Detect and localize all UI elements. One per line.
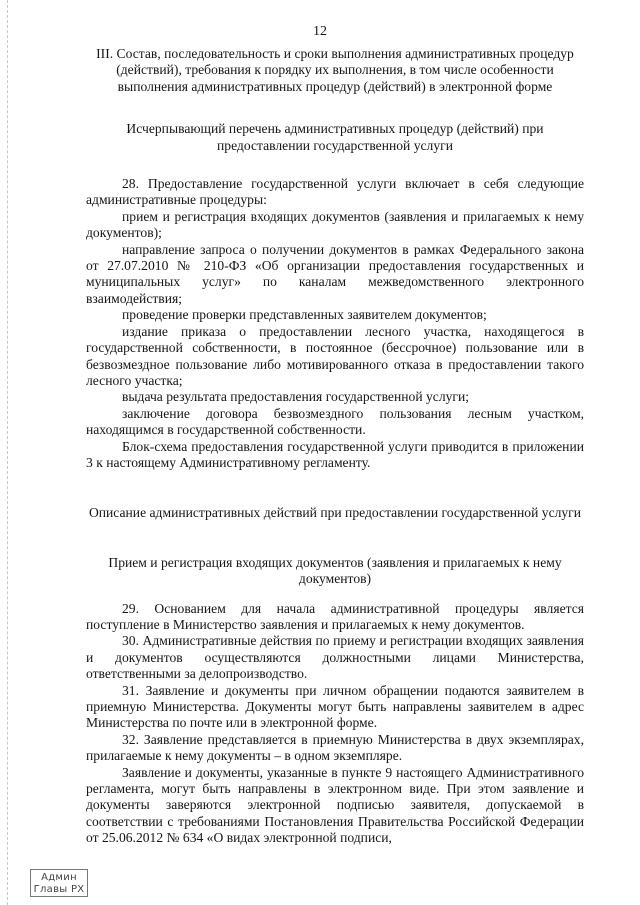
block-scheme-paragraph: Блок-схема предоставления государственной услуги приводится в приложении 3 к настоящему Административному регламенту. <box>86 438 584 470</box>
paragraph-31: 31. Заявление и документы при личном обращении подаются заявителем в приемную Министерства. Документы могут быть направлены заявителем в адрес Министерства по почте или в электронной форме. <box>86 682 584 731</box>
paragraph-30: 30. Административные действия по приему и регистрации входящих заявления и документов осуществляются должностными лицами Министерства, ответственными за делопроизводство. <box>86 633 584 682</box>
subheading-actions-description: Описание административных действий при предоставлении государственной услуги <box>88 505 582 521</box>
list-item: проведение проверки представленных заявителем документов; <box>122 307 487 323</box>
subheading-reception-registration: Прием и регистрация входящих документов (заявления и прилагаемых к нему документов) <box>108 554 562 587</box>
list-item: издание приказа о предоставлении лесного участка, находящегося в государственной собственности, в постоянное (бессрочное) пользование или в безвозмездное пользование либо мотивированного отказа в предоставлении такого лесного участка; <box>86 323 584 388</box>
paragraph-group-2 <box>86 601 584 847</box>
document-body <box>86 46 584 847</box>
paragraph-32: 32. Заявление представляется в приемную Министерства в двух экземплярах, прилагаемые к нему документы – в одном экземпляре. <box>86 731 584 764</box>
paragraph-group-1 <box>86 176 584 471</box>
section-title: III. Состав, последовательность и сроки выполнения административных процедур (действий), требования к порядку их выполнения, в том числе особенности выполнения административных процедур (действий) в электронной форме <box>96 46 574 94</box>
page-number: 12 <box>313 24 327 39</box>
paragraph-29: 29. Основанием для начала административной процедуры является поступление в Министерство заявления и прилагаемых к нему документов. <box>86 600 584 632</box>
list-item: прием и регистрация входящих документов (заявления и прилагаемых к нему документов); <box>86 208 584 241</box>
administration-stamp <box>30 869 88 897</box>
scan-edge-line <box>7 0 8 905</box>
subheading-procedures-list: Исчерпывающий перечень административных процедур (действий) при предоставлении государственной услуги <box>126 121 544 153</box>
stamp-line-1: Админ <box>41 872 77 883</box>
stamp-line-2: Главы РХ <box>33 884 85 895</box>
list-item: направление запроса о получении документов в рамках Федерального закона от 27.07.2010 № 210-ФЗ «Об организации предоставления государственных и муниципальных услуг» по каналам межведомственного электронного взаимодействия; <box>86 241 584 306</box>
paragraph-28: 28. Предоставление государственной услуги включает в себя следующие административные процедуры: <box>86 176 584 208</box>
list-item: заключение договора безвозмездного пользования лесным участком, находящимся в государственной собственности. <box>86 405 584 438</box>
list-item: выдача результата предоставления государственной услуги; <box>122 389 470 405</box>
paragraph-electronic: Заявление и документы, указанные в пункте 9 настоящего Административного регламента, могут быть направлены в электронном виде. При этом заявление и документы заверяются электронной подписью заявителя, допускаемой в соответствии с требованиями Постановления Правительства Российской Федерации от 25.06.2012 № 634 «О видах электронной подписи, <box>86 764 584 846</box>
